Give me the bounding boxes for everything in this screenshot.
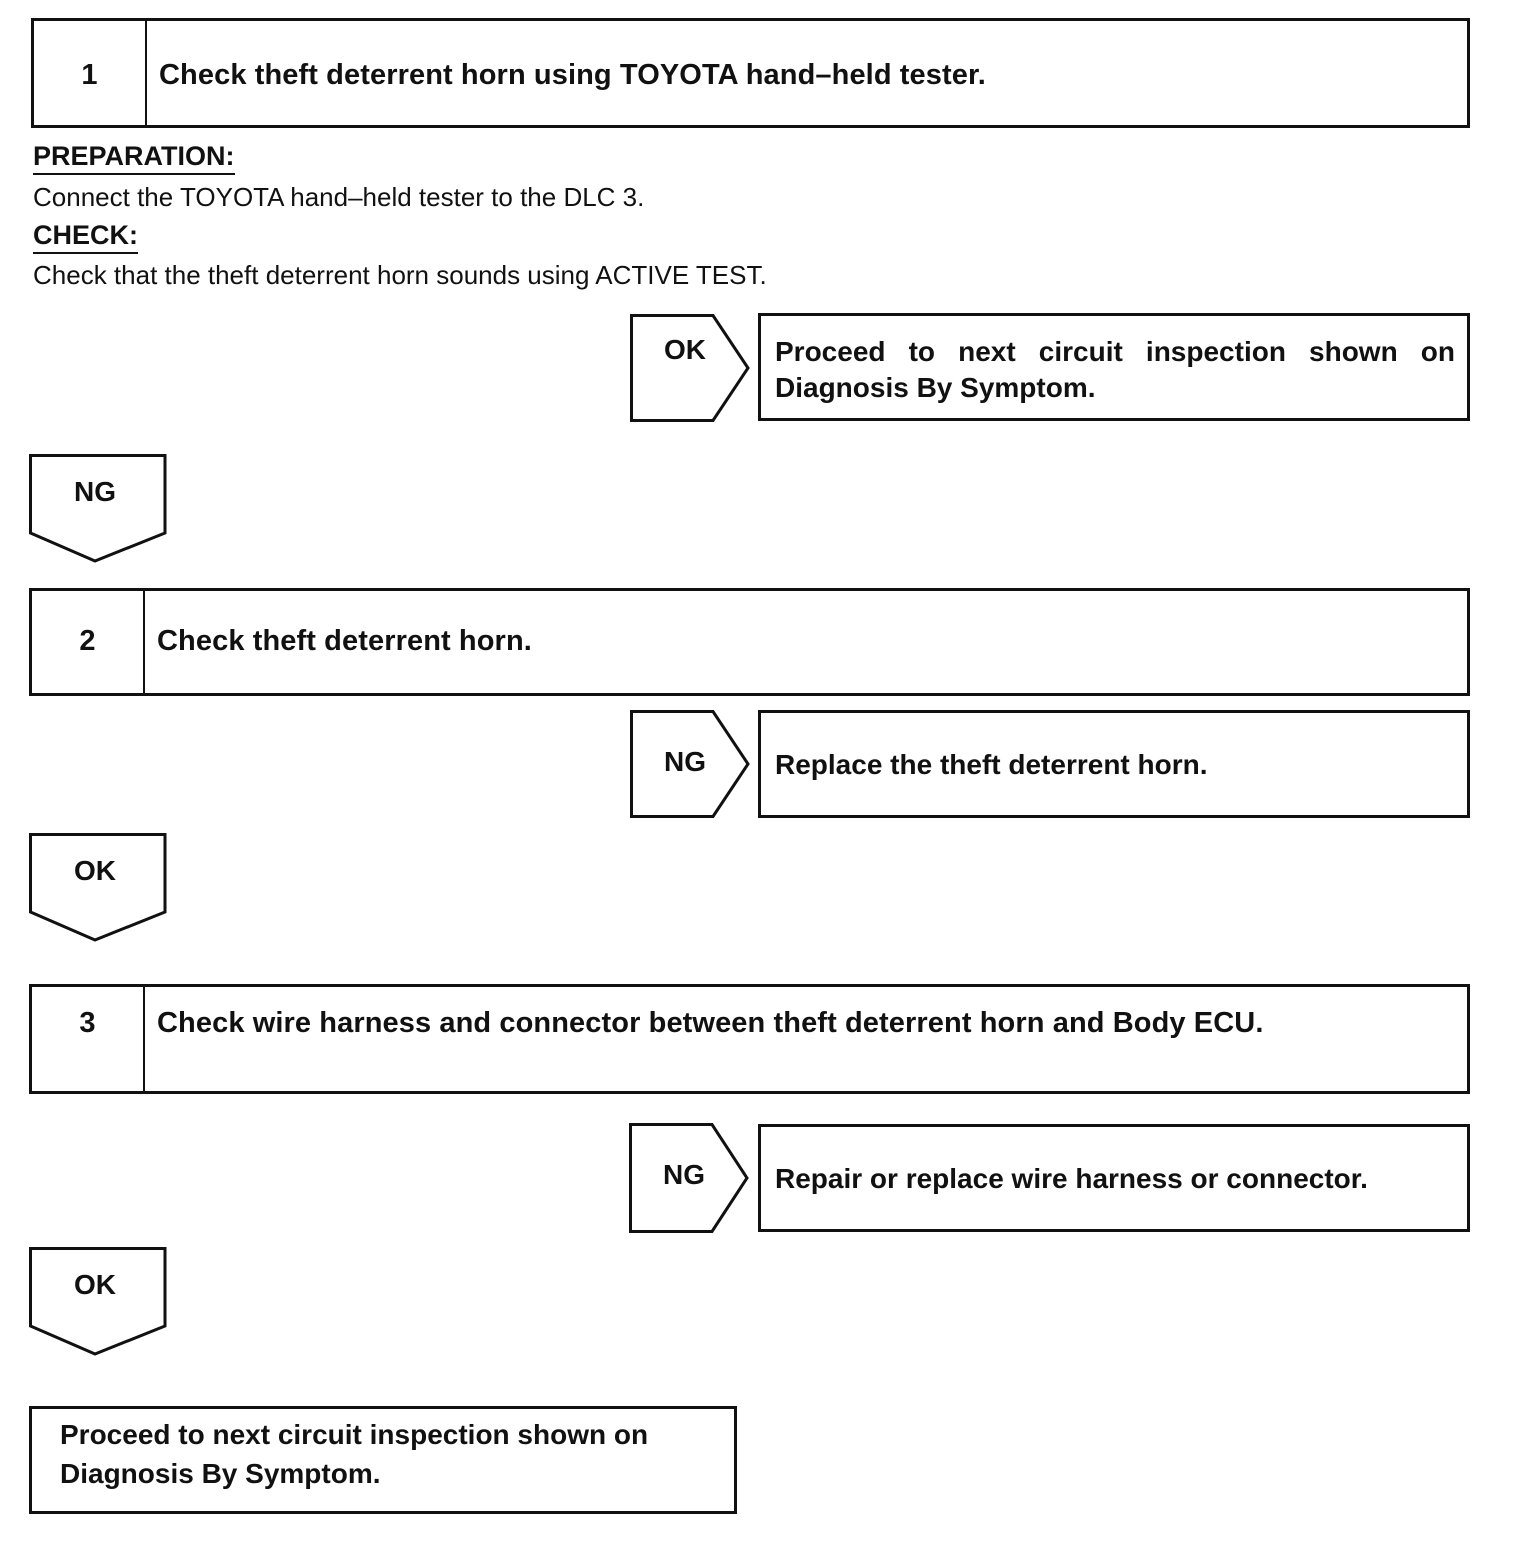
- step-1-ng-label: NG: [74, 476, 116, 507]
- check-label: CHECK:: [33, 222, 138, 254]
- check-text: Check that the theft deterrent horn sounds using ACTIVE TEST.: [33, 260, 767, 290]
- step-1-ok-result-text: Proceed to next circuit inspection shown on Diagnosis By Symptom.: [775, 336, 1455, 404]
- step-2-ng-result-text: Replace the theft deterrent horn.: [775, 749, 1208, 780]
- step-1-ng-down-tag: [29, 454, 169, 564]
- preparation-label: PREPARATION:: [33, 143, 235, 175]
- step-2-ng-label: NG: [664, 746, 706, 777]
- step-2-title: Check theft deterrent horn.: [157, 625, 532, 657]
- step-3-number: 3: [32, 987, 145, 1091]
- step-2-ok-down-tag: [29, 833, 169, 943]
- step-2-ng-result-box: [758, 710, 1470, 818]
- step-1-title: Check theft deterrent horn using TOYOTA hand–held tester.: [159, 59, 986, 91]
- final-result-box: [29, 1406, 737, 1514]
- step-1-ok-arrow-tag: [630, 314, 750, 422]
- step-3-box: [29, 984, 1470, 1094]
- down-arrow-icon: [29, 454, 169, 564]
- step-2-box: [29, 588, 1470, 696]
- step-3-ng-arrow-tag: [629, 1123, 749, 1231]
- step-2-ng-arrow-tag: [630, 710, 750, 818]
- preparation-text: Connect the TOYOTA hand–held tester to the DLC 3.: [33, 182, 645, 212]
- step-3-ok-label: OK: [74, 1269, 116, 1300]
- step-3-title: Check wire harness and connector between theft deterrent horn and Body ECU.: [157, 1007, 1264, 1039]
- step-2-ok-label: OK: [74, 855, 116, 886]
- step-1-ok-label: OK: [664, 334, 706, 365]
- final-result-text: Proceed to next circuit inspection shown on Diagnosis By Symptom.: [60, 1419, 649, 1490]
- step-3-ok-down-tag: [29, 1247, 169, 1357]
- down-arrow-icon: [29, 1247, 169, 1357]
- preparation-section: [33, 143, 235, 175]
- step-1-number: 1: [34, 21, 147, 125]
- check-section: [33, 222, 138, 254]
- step-3-ng-result-box: [758, 1124, 1470, 1232]
- step-1-box: [31, 18, 1470, 128]
- step-1-ok-result-box: [758, 313, 1470, 421]
- down-arrow-icon: [29, 833, 169, 943]
- step-3-ng-result-text: Repair or replace wire harness or connector.: [775, 1163, 1368, 1194]
- step-3-ng-label: NG: [663, 1159, 705, 1190]
- right-arrow-icon: [630, 314, 752, 422]
- step-2-number: 2: [32, 591, 145, 693]
